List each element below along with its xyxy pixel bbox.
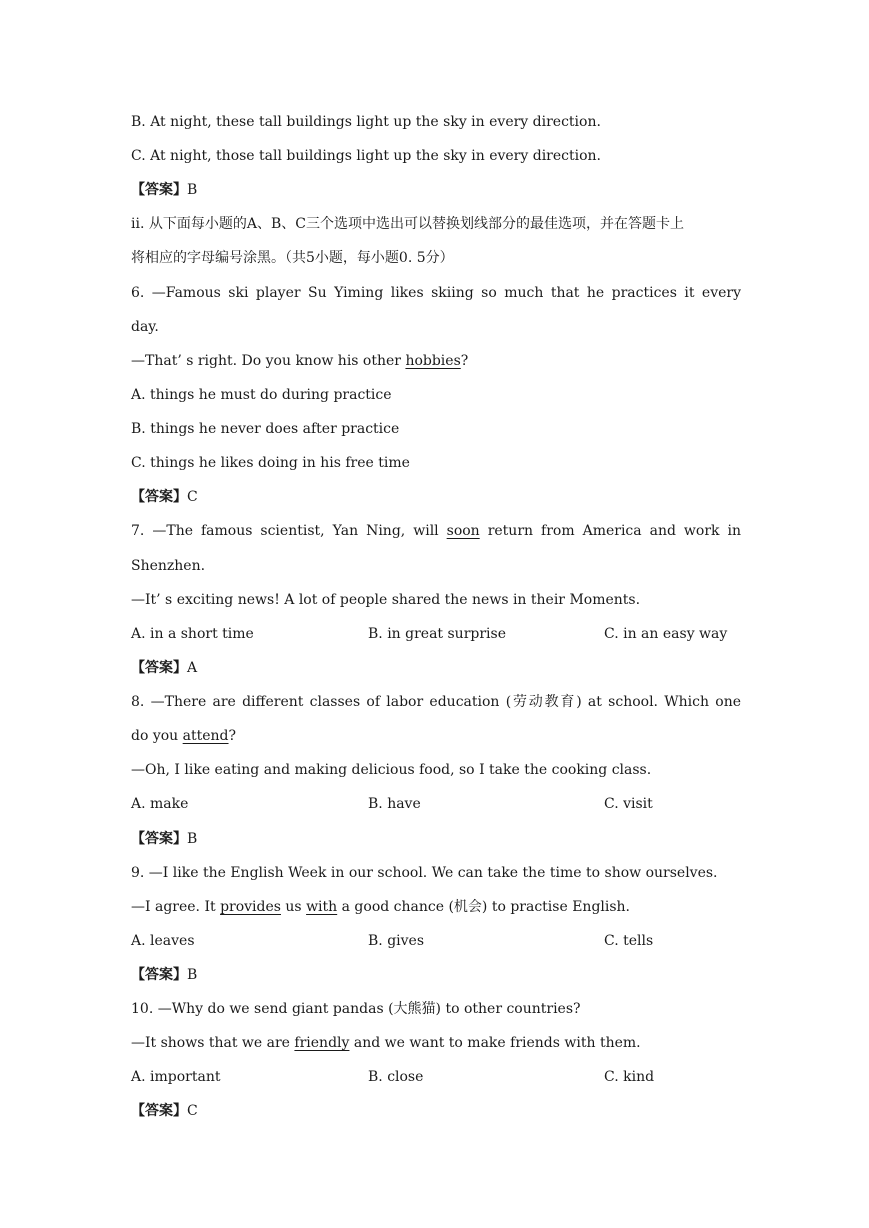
answer-tag: 【答案】 — [131, 831, 187, 847]
answer-value: A — [187, 660, 198, 676]
reply-text: us — [280, 899, 307, 915]
answer-tag: 【答案】 — [131, 1103, 187, 1119]
option-c: C. At night, those tall buildings light up the sky in every direction. — [131, 148, 601, 164]
question-9-reply — [131, 897, 741, 917]
question-6-option-b: B. things he never does after practice — [131, 421, 400, 437]
question-7-line-2: Shenzhen. — [131, 558, 206, 574]
option-b: B. have — [368, 796, 421, 812]
underlined-word: hobbies — [405, 353, 461, 369]
question-8-answer — [131, 829, 741, 849]
question-9-line-1: 9. —I like the English Week in our school. We can take the time to show ourselves. — [131, 865, 718, 881]
question-8-options — [131, 794, 741, 814]
option-a: A. important — [131, 1069, 221, 1085]
option-c: C. in an easy way — [604, 626, 728, 642]
answer-value: B — [187, 831, 198, 847]
option-a: A. leaves — [131, 933, 195, 949]
question-6-option-a: A. things he must do during practice — [131, 387, 392, 403]
reply-text: and we want to make friends with them. — [349, 1035, 641, 1051]
question-10-reply — [131, 1033, 741, 1053]
option-b: B. gives — [368, 933, 425, 949]
section-instruction-line-2: 将相应的字母编号涂黑。（共5小题，每小题0. 5分） — [131, 250, 454, 266]
question-8-reply: —Oh, I like eating and making delicious food, so I take the cooking class. — [131, 762, 652, 778]
question-text: return from America and work in — [479, 523, 741, 539]
option-c: C. visit — [604, 796, 653, 812]
question-6-option-c: C. things he likes doing in his free time — [131, 455, 410, 471]
question-text: do you — [131, 728, 183, 744]
question-text: ? — [228, 728, 237, 744]
answer-value: B — [187, 967, 198, 983]
question-6-line-1: 6. —Famous ski player Su Yiming likes skiing so much that he practices it every — [131, 285, 741, 301]
reply-text: —It shows that we are — [131, 1035, 295, 1051]
underlined-word: with — [306, 899, 338, 915]
answer-value: B — [187, 182, 198, 198]
option-b: B. At night, these tall buildings light up the sky in every direction. — [131, 114, 601, 130]
question-7-answer — [131, 658, 741, 678]
option-b: B. close — [368, 1069, 424, 1085]
reply-text: a good chance (机会) to practise English. — [337, 899, 631, 915]
section-instruction-line-1: ii. 从下面每小题的A、B、C三个选项中选出可以替换划线部分的最佳选项，并在答题卡上 — [131, 216, 684, 232]
answer-tag: 【答案】 — [131, 489, 187, 505]
question-6-line-2: day. — [131, 319, 159, 335]
option-a: A. make — [131, 796, 189, 812]
option-c: C. kind — [604, 1069, 655, 1085]
option-b: B. in great surprise — [368, 626, 506, 642]
reply-text: —I agree. It — [131, 899, 221, 915]
option-a: A. in a short time — [131, 626, 254, 642]
answer-tag: 【答案】 — [131, 182, 187, 198]
reply-text: —That’ s right. Do you know his other — [131, 353, 406, 369]
answer-line — [131, 180, 741, 200]
question-7-reply: —It’ s exciting news! A lot of people shared the news in their Moments. — [131, 592, 641, 608]
question-10-line-1: 10. —Why do we send giant pandas (大熊猫) to other countries? — [131, 1001, 581, 1017]
question-10-answer — [131, 1101, 741, 1121]
underlined-word: attend — [182, 728, 229, 744]
answer-value: C — [187, 489, 198, 505]
question-8-line-1: 8. —There are different classes of labor education (劳动教育) at school. Which one — [131, 694, 741, 710]
question-6-reply — [131, 351, 741, 371]
underlined-word: soon — [446, 523, 480, 539]
underlined-word: friendly — [294, 1035, 350, 1051]
underlined-word: provides — [220, 899, 281, 915]
question-9-answer — [131, 965, 741, 985]
answer-value: C — [187, 1103, 198, 1119]
question-8-line-2 — [131, 726, 741, 746]
reply-text: ? — [460, 353, 469, 369]
question-7-line-1 — [131, 521, 741, 541]
question-9-options — [131, 931, 741, 951]
option-c: C. tells — [604, 933, 654, 949]
question-6-answer — [131, 487, 741, 507]
answer-tag: 【答案】 — [131, 967, 187, 983]
question-text: 7. —The famous scientist, Yan Ning, will — [131, 523, 447, 539]
answer-tag: 【答案】 — [131, 660, 187, 676]
question-7-options — [131, 624, 741, 644]
question-10-options — [131, 1067, 741, 1087]
